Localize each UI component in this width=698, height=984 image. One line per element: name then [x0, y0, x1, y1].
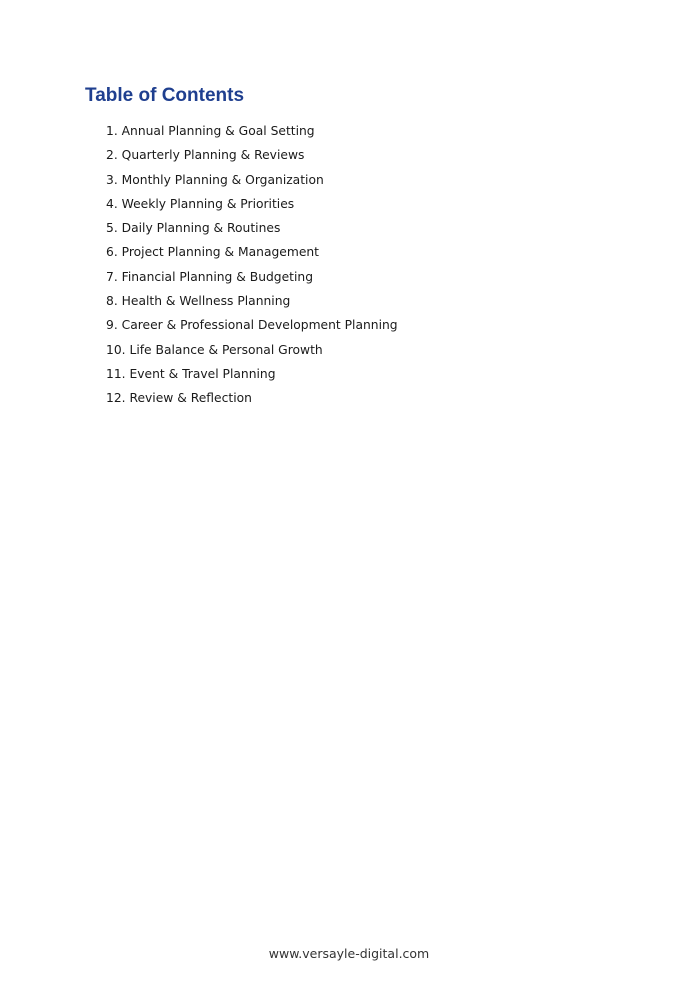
toc-item-financial-planning: 7. Financial Planning & Budgeting [106, 269, 314, 284]
page-title: Table of Contents [85, 85, 245, 106]
toc-item-life-balance: 10. Life Balance & Personal Growth [106, 342, 323, 357]
toc-item-daily-planning: 5. Daily Planning & Routines [106, 221, 281, 236]
toc-item-annual-planning: 1. Annual Planning & Goal Setting [106, 124, 315, 138]
toc-item-event-travel: 11. Event & Travel Planning [106, 366, 276, 381]
footer-url: www.versayle-digital.com [268, 946, 430, 961]
toc-item-health-wellness: 8. Health & Wellness Planning [106, 294, 291, 309]
toc-item-weekly-planning: 4. Weekly Planning & Priorities [106, 196, 295, 211]
toc-item-monthly-planning: 3. Monthly Planning & Organization [106, 172, 324, 187]
toc-list [106, 121, 398, 413]
toc-item-project-planning: 6. Project Planning & Management [106, 245, 320, 260]
toc-item-review-reflection: 12. Review & Reflection [106, 391, 252, 406]
toc-item-career-development: 9. Career & Professional Development Planning [106, 318, 398, 333]
toc-item-quarterly-planning: 2. Quarterly Planning & Reviews [106, 148, 305, 163]
